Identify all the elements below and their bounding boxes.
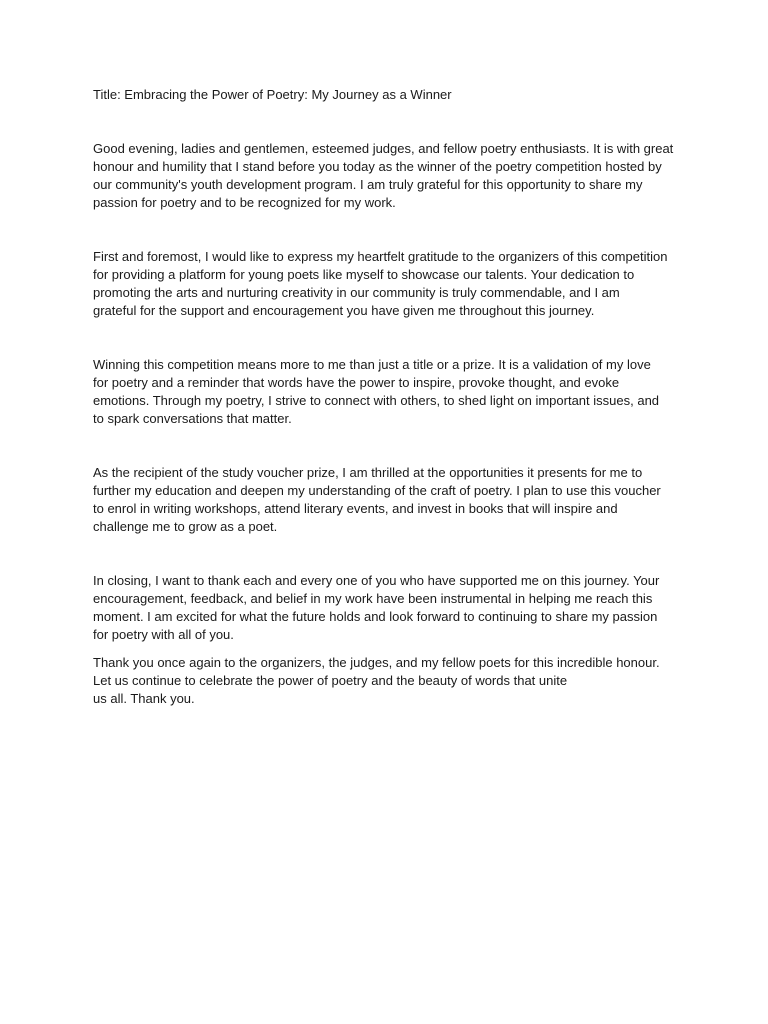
text-line: Let us continue to celebrate the power of poetry and the beauty of words that unite [93, 673, 568, 688]
text-line: encouragement, feedback, and belief in my work have been instrumental in helping me reach this [93, 591, 653, 606]
text-line: grateful for the support and encouragement you have given me throughout this journey. [93, 303, 595, 318]
document-body [93, 86, 683, 708]
paragraph-gratitude [93, 248, 683, 320]
text-line: challenge me to grow as a poet. [93, 519, 278, 534]
paragraph-voucher [93, 464, 683, 536]
paragraph-thank-you [93, 654, 683, 708]
text-line: for providing a platform for young poets like myself to showcase our talents. Your dedication to [93, 267, 635, 282]
text-line: Thank you once again to the organizers, the judges, and my fellow poets for this incredible honour. [93, 655, 660, 670]
text-line: for poetry and a reminder that words have the power to inspire, provoke thought, and evoke [93, 375, 620, 390]
text-line: Winning this competition means more to me than just a title or a prize. It is a validation of my love [93, 357, 651, 372]
text-line: passion for poetry and to be recognized for my work. [93, 195, 396, 210]
text-line: promoting the arts and nurturing creativity in our community is truly commendable, and I am [93, 285, 620, 300]
paragraph-closing [93, 572, 683, 644]
text-line: our community's youth development program. I am truly grateful for this opportunity to share my [93, 177, 643, 192]
text-line: In closing, I want to thank each and every one of you who have supported me on this journey. Your [93, 573, 660, 588]
text-line: further my education and deepen my understanding of the craft of poetry. I plan to use this voucher [93, 483, 661, 498]
text-line: honour and humility that I stand before you today as the winner of the poetry competition hosted by [93, 159, 662, 174]
paragraph-meaning [93, 356, 683, 428]
text-line: Good evening, ladies and gentlemen, esteemed judges, and fellow poetry enthusiasts. It is with great [93, 141, 674, 156]
text-line: As the recipient of the study voucher prize, I am thrilled at the opportunities it presents for me to [93, 465, 643, 480]
document-title: Title: Embracing the Power of Poetry: My Journey as a Winner [93, 87, 452, 102]
text-line: for poetry with all of you. [93, 627, 234, 642]
text-line: us all. Thank you. [93, 691, 195, 706]
text-line: moment. I am excited for what the future holds and look forward to continuing to share my passion [93, 609, 658, 624]
text-line: to enrol in writing workshops, attend literary events, and invest in books that will inspire and [93, 501, 618, 516]
paragraph-greeting [93, 140, 683, 212]
text-line: First and foremost, I would like to express my heartfelt gratitude to the organizers of this competition [93, 249, 668, 264]
text-line: emotions. Through my poetry, I strive to connect with others, to shed light on important issues, and [93, 393, 660, 408]
text-line: to spark conversations that matter. [93, 411, 292, 426]
